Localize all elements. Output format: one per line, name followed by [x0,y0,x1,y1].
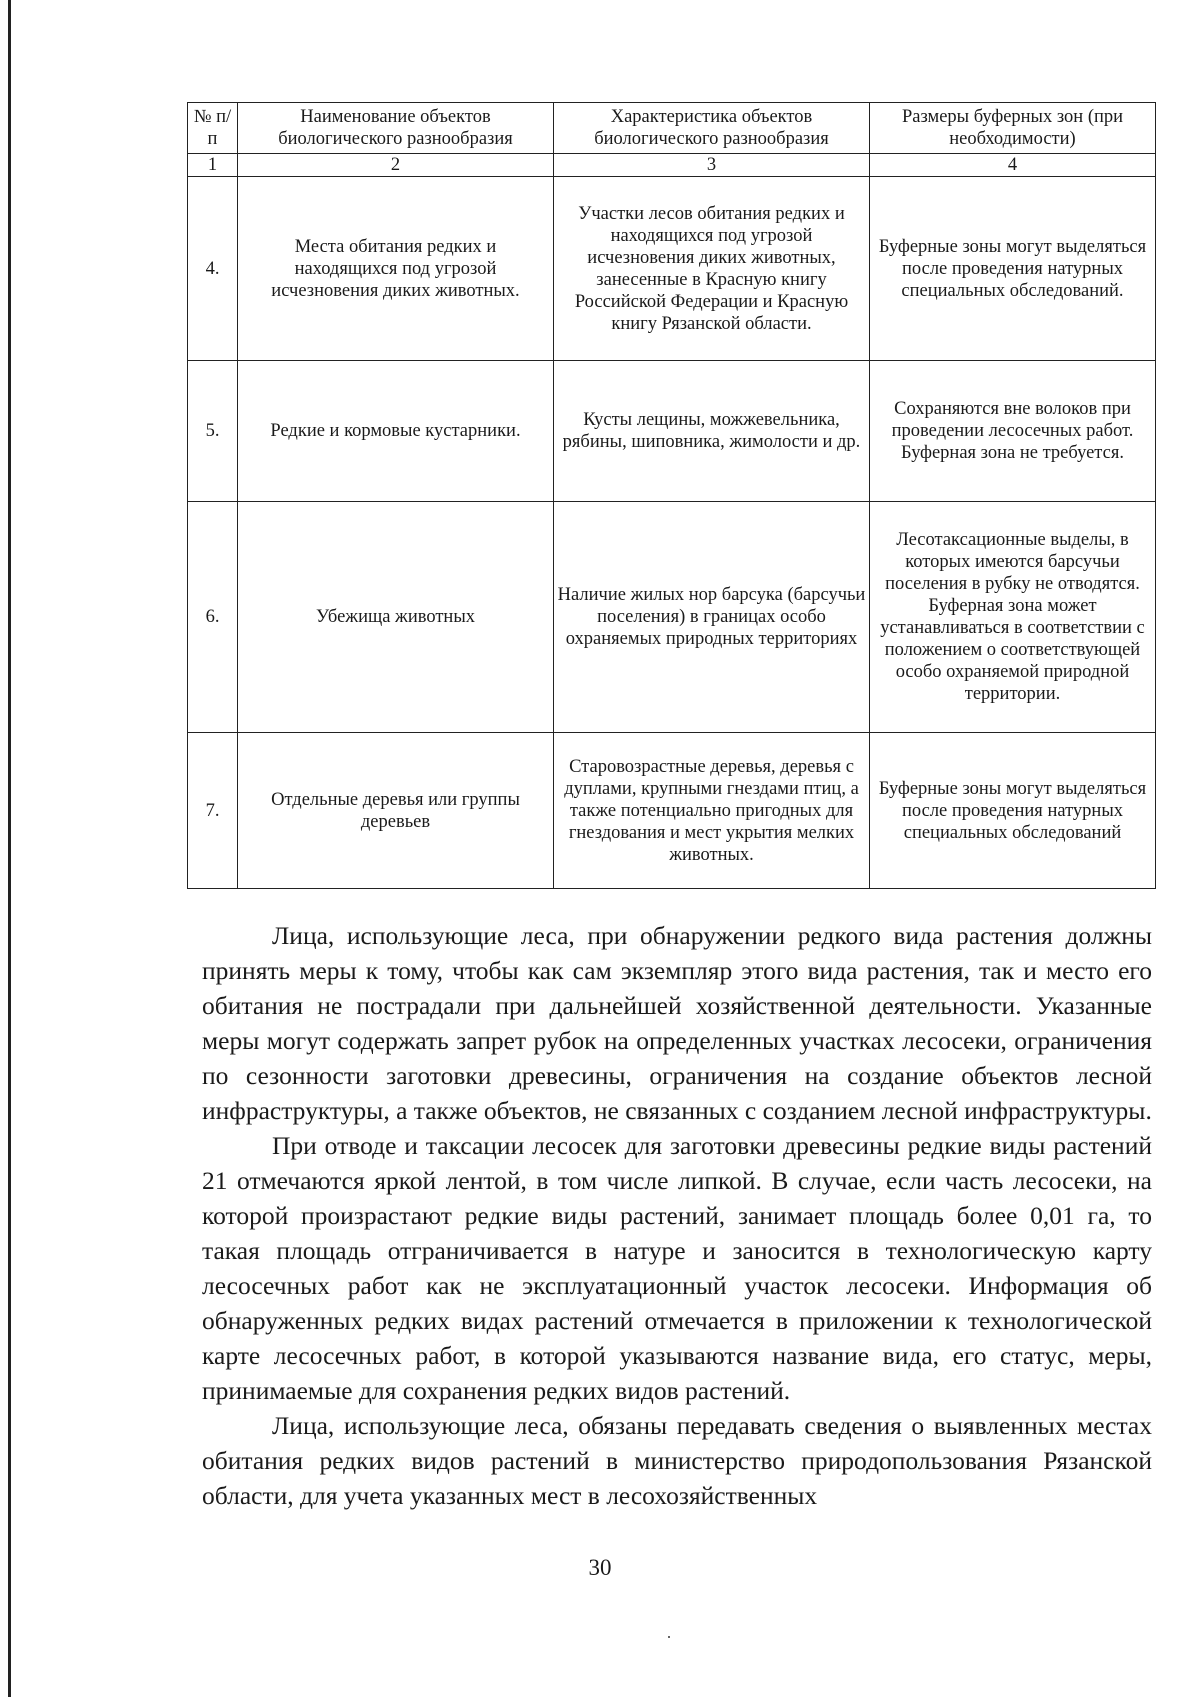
table-row [188,733,1156,889]
row-buffer: Буферные зоны могут выделяться после проведения натурных специальных обследований. [870,177,1156,361]
row-characteristic: Наличие жилых нор барсука (барсучьи поселения) в границах особо охраняемых природных территориях [554,502,870,733]
column-number: 2 [238,154,554,177]
biodiversity-table [187,102,1156,889]
row-name: Места обитания редких и находящихся под угрозой исчезновения диких животных. [238,177,554,361]
header-buffer: Размеры буферных зон (при необходимости) [870,103,1156,154]
page-number: 30 [588,1555,612,1580]
row-num: 4. [188,177,238,361]
table-header-row [188,103,1156,154]
paragraph: При отводе и таксации лесосек для заготовки древесины редкие виды растений 21 отмечаются яркой лентой, в том числе липкой. В случае, если часть лесосеки, на которой произрастают редкие виды растений, занимает площадь более 0,01 га, то такая площадь отграничивается в натуре и заносится в технологическую карту лесосечных работ как не эксплуатационный участок лесосеки. Информация об обнаруженных редких видах растений отмечается в приложении к технологической карте лесосечных работ, в которой указываются название вида, его статус, меры, принимаемые для сохранения редких видов растений. [202,1131,1152,1405]
binding-edge-line [8,0,11,1697]
row-buffer: Лесотаксационные выделы, в которых имеются барсучьи поселения в рубку не отводятся. Буферная зона может устанавливаться в соответствии с положением о соответствующей особо охраняемой природной территории. [870,502,1156,733]
column-number: 4 [870,154,1156,177]
row-buffer: Буферные зоны могут выделяться после проведения натурных специальных обследований [870,733,1156,889]
row-characteristic: Участки лесов обитания редких и находящихся под угрозой исчезновения диких животных, занесенные в Красную книгу Российской Федерации и Красную книгу Рязанской области. [554,177,870,361]
paragraph: Лица, использующие леса, обязаны передавать сведения о выявленных местах обитания редких видов растений в министерство природопользования Рязанской области, для учета указанных мест в лесохозяйственных [202,1411,1152,1510]
table-row [188,177,1156,361]
paragraph: Лица, использующие леса, при обнаружении редкого вида растения должны принять меры к тому, чтобы как сам экземпляр этого вида растения, так и место его обитания не пострадали при дальнейшей хозяйственной деятельности. Указанные меры могут содержать запрет рубок на определенных участках лесосеки, ограничения по сезонности заготовки древесины, ограничения на создание объектов лесной инфраструктуры, а также объектов, не связанных с созданием лесной инфраструктуры. [202,921,1152,1125]
row-buffer: Сохраняются вне волоков при проведении лесосечных работ. Буферная зона не требуется. [870,361,1156,502]
row-characteristic: Кусты лещины, можжевельника, рябины, шиповника, жимолости и др. [554,361,870,502]
row-num: 6. [188,502,238,733]
row-name: Отдельные деревья или группы деревьев [238,733,554,889]
row-num: 5. [188,361,238,502]
header-name: Наименование объектов биологического разнообразия [238,103,554,154]
header-characteristic: Характеристика объектов биологического разнообразия [554,103,870,154]
body-text [202,918,1152,1513]
table-row [188,361,1156,502]
scan-speck [668,1636,670,1638]
column-number: 1 [188,154,238,177]
column-number: 3 [554,154,870,177]
row-name: Убежища животных [238,502,554,733]
column-number-row [188,154,1156,177]
row-name: Редкие и кормовые кустарники. [238,361,554,502]
header-num: № п/п [188,103,238,154]
row-num: 7. [188,733,238,889]
table-row [188,502,1156,733]
row-characteristic: Старовозрастные деревья, деревья с дуплами, крупными гнездами птиц, а также потенциально пригодных для гнездования и мест укрытия мелких животных. [554,733,870,889]
